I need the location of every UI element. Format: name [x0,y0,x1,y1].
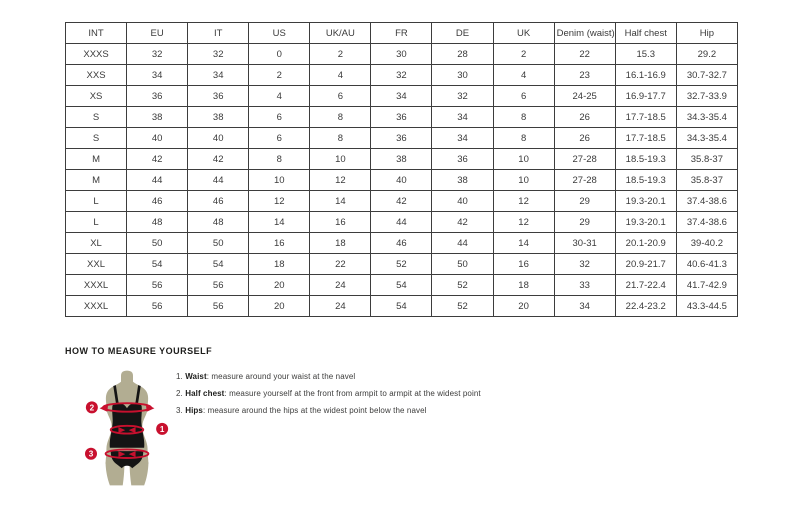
column-header: UK/AU [310,23,371,44]
table-cell: 56 [188,275,249,296]
table-cell: 32 [127,44,188,65]
column-header: Half chest [615,23,676,44]
table-cell: XXXS [66,44,127,65]
table-cell: 14 [249,212,310,233]
table-cell: 36 [371,128,432,149]
table-cell: 54 [371,275,432,296]
hips-marker-number: 3 [88,449,94,459]
table-cell: 34 [371,86,432,107]
table-cell: 34 [127,65,188,86]
table-cell: 23 [554,65,615,86]
table-cell: 14 [310,191,371,212]
table-cell: 37.4-38.6 [676,191,737,212]
measurement-figure [84,368,170,488]
table-cell: 27-28 [554,149,615,170]
table-cell: 44 [188,170,249,191]
table-cell: L [66,191,127,212]
table-cell: 32.7-33.9 [676,86,737,107]
table-cell: L [66,212,127,233]
table-cell: 30 [432,65,493,86]
table-cell: 50 [432,254,493,275]
table-cell: 35.8-37 [676,170,737,191]
table-cell: 36 [127,86,188,107]
table-cell: 16.1-16.9 [615,65,676,86]
table-cell: 18 [249,254,310,275]
table-cell: 22 [554,44,615,65]
table-cell: 10 [249,170,310,191]
table-cell: XS [66,86,127,107]
table-cell: 24 [310,296,371,317]
table-cell: 37.4-38.6 [676,212,737,233]
table-cell: 17.7-18.5 [615,128,676,149]
measure-step: 2. Half chest: measure yourself at the front from armpit to armpit at the widest point [176,389,481,398]
table-cell: 20.1-20.9 [615,233,676,254]
table-cell: 34 [432,107,493,128]
table-cell: 32 [554,254,615,275]
table-cell: 40 [432,191,493,212]
table-cell: 48 [188,212,249,233]
table-cell: 40 [371,170,432,191]
table-row [66,254,738,275]
table-cell: 52 [371,254,432,275]
table-row [66,128,738,149]
table-cell: 42 [432,212,493,233]
table-cell: 34 [432,128,493,149]
column-header: UK [493,23,554,44]
table-cell: 20 [249,275,310,296]
table-cell: 19.3-20.1 [615,191,676,212]
table-cell: 38 [371,149,432,170]
table-cell: 10 [310,149,371,170]
table-cell: 56 [127,296,188,317]
table-cell: 20 [493,296,554,317]
column-header: INT [66,23,127,44]
table-row [66,149,738,170]
table-cell: 8 [493,128,554,149]
table-cell: 29.2 [676,44,737,65]
table-cell: 8 [249,149,310,170]
column-header: US [249,23,310,44]
table-cell: 10 [493,170,554,191]
table-cell: 26 [554,107,615,128]
table-cell: 36 [371,107,432,128]
table-cell: 50 [127,233,188,254]
table-row [66,170,738,191]
table-cell: 44 [371,212,432,233]
table-cell: S [66,128,127,149]
table-cell: 24 [310,275,371,296]
table-cell: 30 [371,44,432,65]
table-row [66,275,738,296]
table-cell: 18.5-19.3 [615,170,676,191]
column-header: Denim (waist) [554,23,615,44]
table-cell: 12 [493,212,554,233]
table-cell: 38 [432,170,493,191]
table-cell: 29 [554,212,615,233]
table-cell: 40.6-41.3 [676,254,737,275]
table-cell: 46 [127,191,188,212]
table-row [66,191,738,212]
table-cell: 6 [493,86,554,107]
size-chart-header [66,23,738,44]
table-cell: 52 [432,275,493,296]
table-cell: S [66,107,127,128]
table-cell: 34 [188,65,249,86]
table-cell: 16 [249,233,310,254]
table-cell: 46 [371,233,432,254]
table-cell: 16 [310,212,371,233]
table-cell: 32 [371,65,432,86]
table-cell: 16.9-17.7 [615,86,676,107]
table-cell: 20 [249,296,310,317]
table-cell: 33 [554,275,615,296]
table-cell: XXS [66,65,127,86]
table-cell: 2 [310,44,371,65]
measure-step: 3. Hips: measure around the hips at the widest point below the navel [176,406,427,415]
table-cell: 43.3-44.5 [676,296,737,317]
table-cell: 20.9-21.7 [615,254,676,275]
table-cell: 16 [493,254,554,275]
table-row [66,233,738,254]
table-cell: 34.3-35.4 [676,128,737,149]
table-cell: 38 [127,107,188,128]
table-cell: 40 [127,128,188,149]
table-cell: 22.4-23.2 [615,296,676,317]
table-cell: 35.8-37 [676,149,737,170]
table-cell: 42 [188,149,249,170]
table-cell: 46 [188,191,249,212]
table-row [66,212,738,233]
table-cell: 10 [493,149,554,170]
table-row [66,296,738,317]
table-cell: 17.7-18.5 [615,107,676,128]
table-cell: 36 [188,86,249,107]
table-cell: 29 [554,191,615,212]
table-cell: 24-25 [554,86,615,107]
column-header: DE [432,23,493,44]
table-cell: 18.5-19.3 [615,149,676,170]
waist-marker-number: 1 [159,424,165,434]
table-cell: XL [66,233,127,254]
table-row [66,65,738,86]
column-header: FR [371,23,432,44]
table-cell: XXXL [66,275,127,296]
table-cell: 2 [493,44,554,65]
table-row [66,107,738,128]
table-cell: 30-31 [554,233,615,254]
table-cell: 48 [127,212,188,233]
table-cell: 18 [493,275,554,296]
table-cell: 8 [310,128,371,149]
size-chart-table [65,22,738,317]
header-row [66,23,738,44]
table-cell: 2 [249,65,310,86]
table-cell: 44 [432,233,493,254]
table-cell: 41.7-42.9 [676,275,737,296]
table-cell: M [66,149,127,170]
measure-step: 1. Waist: measure around your waist at the navel [176,372,356,381]
chest-marker-number: 2 [89,403,95,413]
table-cell: 12 [493,191,554,212]
table-cell: 34 [554,296,615,317]
table-cell: 54 [371,296,432,317]
table-cell: 27-28 [554,170,615,191]
table-cell: 18 [310,233,371,254]
table-cell: 56 [127,275,188,296]
table-cell: 50 [188,233,249,254]
table-cell: 4 [310,65,371,86]
table-cell: 54 [127,254,188,275]
table-cell: XXXL [66,296,127,317]
table-cell: 19.3-20.1 [615,212,676,233]
table-cell: 6 [249,107,310,128]
table-cell: 26 [554,128,615,149]
table-cell: 54 [188,254,249,275]
table-cell: 12 [249,191,310,212]
table-cell: 21.7-22.4 [615,275,676,296]
table-cell: 14 [493,233,554,254]
table-cell: 36 [432,149,493,170]
table-row [66,86,738,107]
table-cell: 32 [188,44,249,65]
column-header: EU [127,23,188,44]
table-cell: 52 [432,296,493,317]
column-header: IT [188,23,249,44]
table-cell: 42 [127,149,188,170]
table-cell: 6 [249,128,310,149]
table-cell: 8 [310,107,371,128]
table-cell: 22 [310,254,371,275]
table-cell: 28 [432,44,493,65]
mannequin-illustration [84,368,170,488]
measure-heading: HOW TO MEASURE YOURSELF [65,346,213,356]
table-cell: 32 [432,86,493,107]
table-cell: 34.3-35.4 [676,107,737,128]
table-cell: 44 [127,170,188,191]
table-cell: 12 [310,170,371,191]
table-cell: 30.7-32.7 [676,65,737,86]
table-cell: 40 [188,128,249,149]
table-cell: 15.3 [615,44,676,65]
table-cell: 0 [249,44,310,65]
measure-steps [176,372,596,423]
table-cell: 8 [493,107,554,128]
table-cell: 56 [188,296,249,317]
table-row [66,44,738,65]
size-chart-body [66,44,738,317]
table-cell: 6 [310,86,371,107]
table-cell: 4 [249,86,310,107]
table-cell: XXL [66,254,127,275]
table-cell: 42 [371,191,432,212]
column-header: Hip [676,23,737,44]
table-cell: 39-40.2 [676,233,737,254]
table-cell: M [66,170,127,191]
table-cell: 4 [493,65,554,86]
table-cell: 38 [188,107,249,128]
